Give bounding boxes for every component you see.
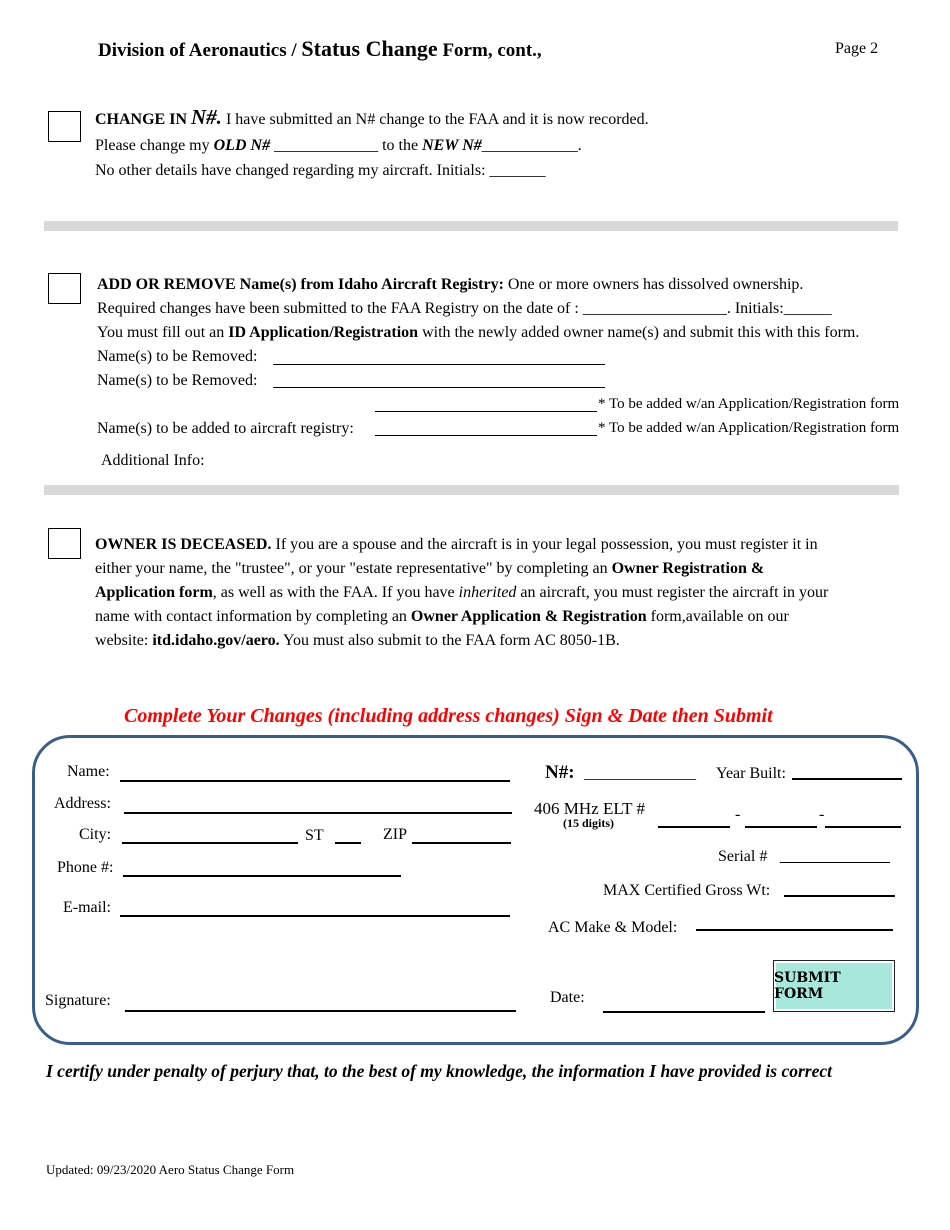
year-built-input[interactable] [792, 758, 902, 778]
faa-date-input[interactable] [620, 298, 780, 318]
st-line [335, 842, 361, 844]
new-n-input[interactable] [510, 135, 610, 155]
deceased-line-4-c: form,available on our [646, 608, 789, 625]
gross-weight-input[interactable] [784, 875, 895, 895]
added-label: Name(s) to be added to aircraft registry: [97, 420, 354, 437]
date-input[interactable] [603, 990, 765, 1010]
date-label: Date: [550, 989, 585, 1006]
change-n-heading [95, 107, 649, 130]
removed-label-2: Name(s) to be Removed: [97, 372, 258, 389]
deceased-line-4-a: name with contact information by completing an [95, 608, 411, 625]
title-part-b: Status Change [301, 36, 438, 61]
phone-line [123, 875, 401, 877]
address-label: Address: [54, 795, 111, 812]
added-note-1: * To be added w/an Application/Registration form [598, 396, 900, 412]
state-input[interactable] [335, 822, 361, 842]
change-n-heading-bold: CHANGE IN [95, 111, 192, 128]
address-input[interactable] [124, 792, 512, 812]
registry-change-checkbox[interactable] [48, 273, 81, 304]
deceased-line-3-a: Application form [95, 584, 213, 601]
section-divider-2 [44, 485, 899, 495]
zip-line [412, 842, 511, 844]
registry-heading-text: One or more owners has dissolved ownership. [503, 276, 804, 293]
elt-dash-1: - [735, 806, 741, 823]
elt-part-3-input[interactable] [825, 806, 901, 826]
deceased-line-5-c: You must also submit to the FAA form AC 8050-1B. [279, 632, 620, 649]
elt-line-2 [745, 826, 817, 828]
new-n-label: NEW N# [422, 137, 482, 154]
make-model-input[interactable] [696, 909, 893, 929]
deceased-line-2-a: either your name, the "trustee", or your "estate representative" by completing an [95, 560, 612, 577]
registry-heading [97, 275, 803, 295]
deceased-heading: OWNER IS DECEASED. [95, 536, 272, 553]
registry-instructions-a: You must fill out an [97, 324, 229, 341]
registry-date-line: Required changes have been submitted to the FAA Registry on the date of : __________________. Initials:______ [97, 300, 832, 317]
deceased-line-5 [95, 631, 620, 651]
make-model-label: AC Make & Model: [548, 919, 678, 936]
change-n-initials: No other details have changed regarding my aircraft. Initials: _______ [95, 162, 546, 179]
submit-form-button[interactable] [773, 960, 895, 1012]
added-name-1-input[interactable] [375, 392, 597, 412]
n-number-blank: ______________ [584, 765, 696, 782]
page-number: Page 2 [835, 40, 879, 57]
email-label: E-mail: [63, 899, 111, 916]
zip-input[interactable] [412, 822, 511, 842]
signature-line [125, 1010, 516, 1012]
n-number-label: N#: [545, 762, 575, 783]
removed-name-1-input[interactable] [273, 345, 605, 365]
additional-info-label: Additional Info: [101, 452, 205, 469]
registry-heading-bold: ADD OR REMOVE Name(s) from Idaho Aircraft Registry: [97, 276, 504, 293]
email-line [120, 915, 510, 917]
elt-part-1-input[interactable] [658, 806, 730, 826]
deceased-line-1-text: If you are a spouse and the aircraft is in your legal possession, you must register it in [271, 536, 818, 553]
date-line [603, 1011, 765, 1013]
elt-part-2-input[interactable] [745, 806, 817, 826]
old-n-input[interactable] [288, 135, 394, 155]
registry-initials-input[interactable] [846, 298, 896, 318]
added-note-2: * To be added w/an Application/Registration form [598, 420, 900, 436]
change-n-initials-input[interactable] [528, 160, 588, 180]
old-n-label: OLD N# [213, 137, 271, 154]
removed-name-2-input[interactable] [273, 368, 605, 388]
elt-label: 406 MHz ELT # [534, 799, 645, 818]
deceased-line-3-b: , as well as with the FAA. If you have [212, 584, 459, 601]
deceased-line-1 [95, 535, 818, 555]
serial-label: Serial # [718, 848, 768, 865]
year-built-line [792, 778, 902, 780]
title-part-c: Form, cont., [437, 40, 542, 61]
change-n-line-a: Please change my [95, 137, 214, 154]
city-input[interactable] [122, 822, 298, 842]
signature-input[interactable] [125, 989, 516, 1009]
city-line [122, 842, 298, 844]
added-name-2-input[interactable] [375, 416, 597, 436]
signature-label: Signature: [45, 992, 111, 1009]
st-label: ST [305, 827, 324, 844]
serial-input[interactable] [780, 843, 890, 863]
deceased-line-2 [95, 559, 764, 579]
elt-digits-note: (15 digits) [563, 816, 614, 830]
title-part-a: Division of Aeronautics / [98, 40, 302, 61]
footer-updated: Updated: 09/23/2020 Aero Status Change Form [46, 1162, 295, 1177]
gross-weight-line [784, 895, 895, 897]
deceased-line-3 [95, 583, 828, 603]
elt-dash-2: - [819, 806, 825, 823]
phone-input[interactable] [123, 855, 401, 875]
registry-instructions-b: ID Application/Registration [228, 324, 419, 341]
make-model-line [696, 929, 893, 931]
removed-label-1: Name(s) to be Removed: [97, 348, 258, 365]
submit-form-button-label: SUBMIT FORM [774, 970, 841, 1002]
city-label: City: [79, 826, 112, 843]
n-number-input[interactable] [584, 763, 712, 783]
address-line [124, 812, 512, 814]
deceased-line-2-b: Owner Registration & [611, 560, 765, 577]
deceased-line-4-b: Owner Application & Registration [410, 608, 647, 625]
name-line [120, 780, 510, 782]
submit-instructions-banner: Complete Your Changes (including address changes) Sign & Date then Submit [124, 705, 773, 727]
certification-statement: I certify under penalty of perjury that, to the best of my knowledge, the information I have provided is correct [46, 1061, 832, 1081]
registry-instructions [97, 323, 859, 343]
phone-label: Phone #: [57, 859, 114, 876]
name-label: Name: [67, 763, 110, 780]
website-link[interactable]: itd.idaho.gov/aero. [152, 632, 280, 649]
registry-instructions-c: with the newly added owner name(s) and submit this with this form. [418, 324, 860, 341]
elt-line-1 [658, 826, 730, 828]
change-n-heading-n: N#. [191, 105, 222, 129]
owner-deceased-checkbox[interactable] [48, 528, 81, 559]
change-n-line-e: ____________. [481, 137, 582, 154]
deceased-line-4 [95, 607, 789, 627]
deceased-line-5-a: website: [95, 632, 153, 649]
zip-label: ZIP [383, 826, 407, 843]
email-input[interactable] [120, 895, 510, 915]
elt-line-3 [825, 826, 901, 828]
change-n-heading-text: I have submitted an N# change to the FAA and it is now recorded. [221, 111, 649, 128]
name-input[interactable] [120, 760, 510, 780]
year-built-label: Year Built: [716, 765, 786, 782]
change-n-checkbox[interactable] [48, 111, 81, 142]
change-n-line-c: _____________ to the [270, 137, 423, 154]
additional-info-input[interactable] [216, 450, 896, 470]
deceased-line-3-c: inherited [458, 584, 517, 601]
section-divider [44, 221, 898, 231]
gross-weight-label: MAX Certified Gross Wt: [603, 882, 771, 899]
page-title [98, 36, 542, 62]
deceased-line-3-d: an aircraft, you must register the aircraft in your [516, 584, 829, 601]
